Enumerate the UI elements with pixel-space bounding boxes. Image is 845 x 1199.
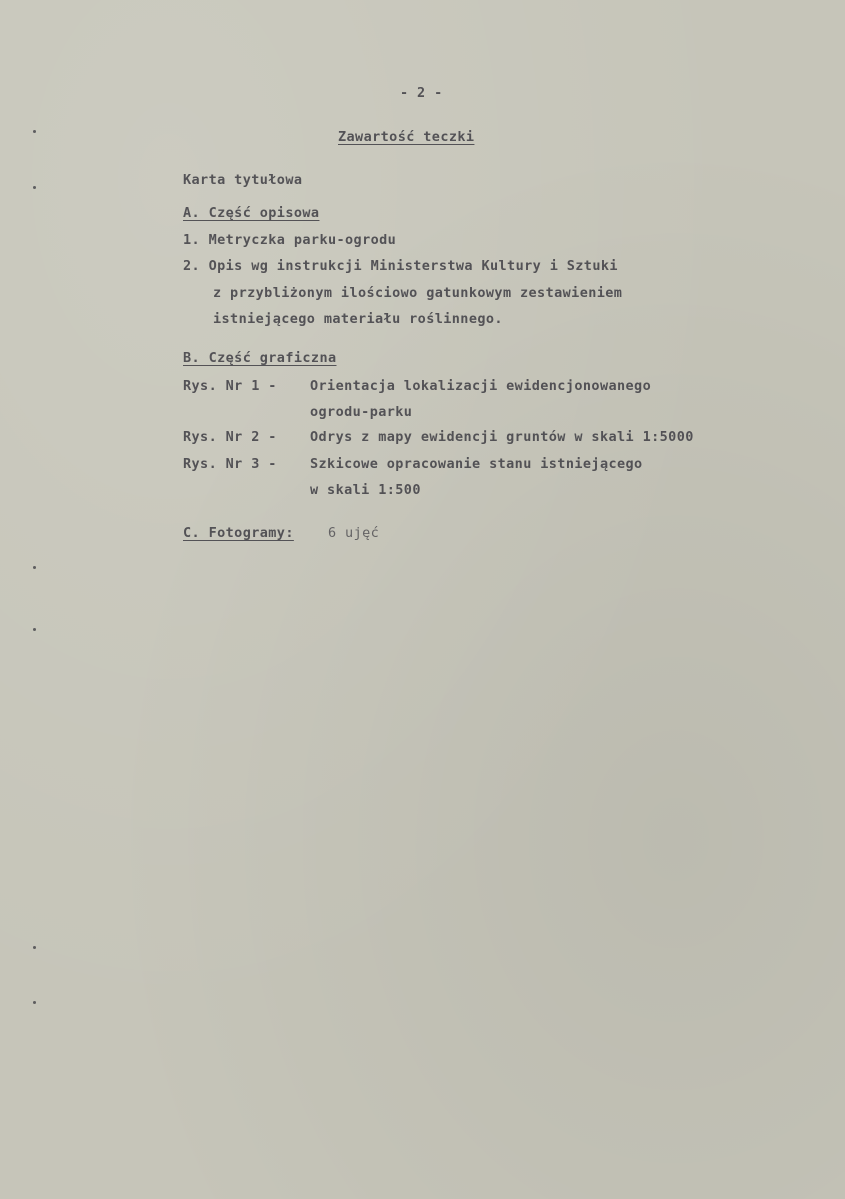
drawing-2-title: Odrys z mapy ewidencji gruntów w skali 1:5000 — [310, 429, 694, 445]
drawing-3-title-line-1: Szkicowe opracowanie stanu istniejącego — [310, 456, 643, 472]
section-c-heading: C. Fotogramy: — [183, 525, 294, 541]
punch-hole — [33, 1001, 36, 1004]
title-page-label: Karta tytułowa — [183, 172, 303, 188]
page-number: - 2 - — [400, 85, 443, 101]
drawing-1-label: Rys. Nr 1 - — [183, 378, 277, 394]
drawing-2-label: Rys. Nr 2 - — [183, 429, 277, 445]
drawing-1-title-line-1: Orientacja lokalizacji ewidencjonowanego — [310, 378, 652, 394]
punch-hole — [33, 130, 36, 133]
drawing-3-title-line-2: w skali 1:500 — [310, 482, 421, 498]
document-title: Zawartość teczki — [338, 129, 475, 145]
drawing-3-label: Rys. Nr 3 - — [183, 456, 277, 472]
section-a-heading: A. Część opisowa — [183, 205, 320, 221]
section-a-item-2-line-2: z przybliżonym ilościowo gatunkowym zestawieniem — [213, 285, 623, 301]
punch-hole — [33, 186, 36, 189]
drawing-1-title-line-2: ogrodu-parku — [310, 404, 413, 420]
section-a-item-1: 1. Metryczka parku-ogrodu — [183, 232, 397, 248]
section-a-item-2-line-3: istniejącego materiału roślinnego. — [213, 311, 503, 327]
punch-hole — [33, 628, 36, 631]
section-b-heading: B. Część graficzna — [183, 350, 337, 366]
section-c-text: 6 ujęć — [328, 525, 380, 541]
punch-hole — [33, 946, 36, 949]
section-a-item-2-line-1: 2. Opis wg instrukcji Ministerstwa Kultury i Sztuki — [183, 258, 618, 274]
punch-hole — [33, 566, 36, 569]
